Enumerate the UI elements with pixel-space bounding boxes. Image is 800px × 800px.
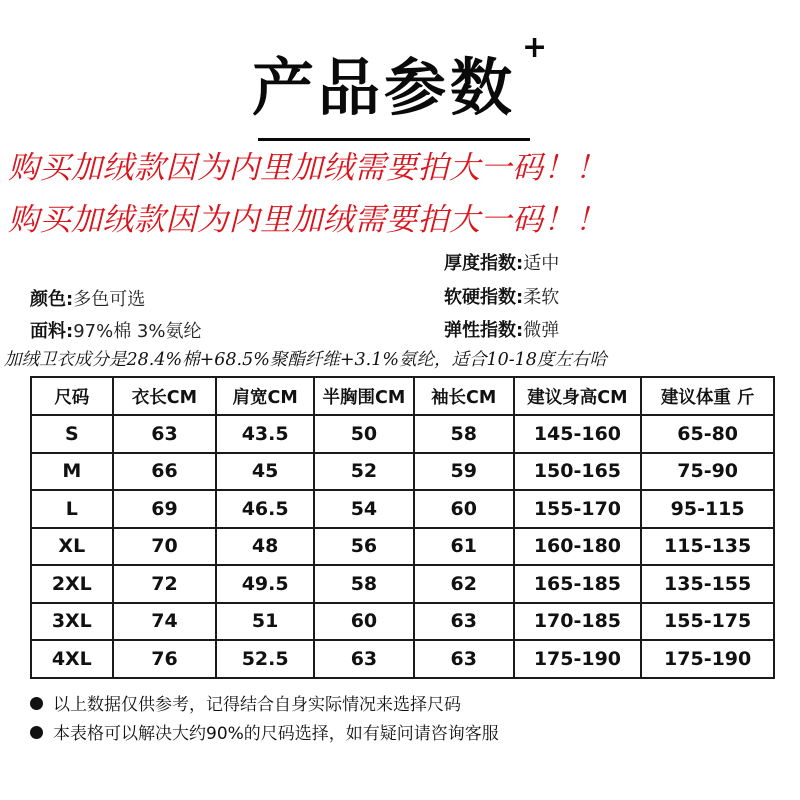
table-cell: 155-170: [514, 490, 642, 528]
table-cell: 54: [314, 490, 414, 528]
table-cell: 66: [113, 453, 217, 491]
title-block: [0, 28, 800, 128]
col-header-sleeve: 袖长CM: [414, 377, 514, 415]
spec-color: [30, 285, 145, 311]
spec-thickness-value: 适中: [523, 253, 560, 274]
table-cell: 63: [414, 603, 514, 641]
table-cell: 175-190: [514, 640, 642, 678]
table-cell: 72: [113, 565, 217, 603]
bullet-icon: [30, 697, 43, 710]
col-header-length: 衣长CM: [113, 377, 217, 415]
size-table: [30, 376, 775, 679]
spec-thickness: [444, 249, 559, 275]
table-cell: 165-185: [514, 565, 642, 603]
table-cell: 52.5: [216, 640, 314, 678]
table-cell: 65-80: [641, 415, 774, 453]
table-cell: 155-175: [641, 603, 774, 641]
col-header-weight: 建议体重 斤: [641, 377, 774, 415]
table-cell: 145-160: [514, 415, 642, 453]
table-row: [31, 565, 774, 603]
table-cell: 4XL: [31, 640, 113, 678]
col-header-half-chest: 半胸围CM: [314, 377, 414, 415]
table-cell: 70: [113, 528, 217, 566]
footnote-2: [30, 719, 499, 744]
table-cell: 52: [314, 453, 414, 491]
table-row: [31, 415, 774, 453]
table-cell: 51: [216, 603, 314, 641]
table-header-row: [31, 377, 774, 415]
spec-thickness-label: 厚度指数:: [444, 253, 524, 274]
table-cell: 63: [414, 640, 514, 678]
title-plus-mark: +: [522, 30, 548, 65]
table-row: [31, 528, 774, 566]
table-cell: M: [31, 453, 113, 491]
spec-fabric: [30, 317, 202, 343]
table-cell: 46.5: [216, 490, 314, 528]
table-row: [31, 453, 774, 491]
table-cell: 76: [113, 640, 217, 678]
table-cell: 63: [314, 640, 414, 678]
spec-fabric-value: 97%棉 3%氨纶: [73, 321, 202, 342]
spec-color-label: 颜色:: [30, 289, 74, 310]
table-cell: 58: [414, 415, 514, 453]
table-cell: 75-90: [641, 453, 774, 491]
footnote-1-text: 以上数据仅供参考，记得结合自身实际情况来选择尺码: [53, 695, 461, 715]
spec-elasticity-value: 微弹: [523, 320, 560, 341]
title-underline: [258, 138, 530, 141]
table-cell: S: [31, 415, 113, 453]
warning-line-2: 购买加绒款因为内里加绒需要拍大一码！！: [8, 202, 607, 238]
table-cell: 3XL: [31, 603, 113, 641]
table-cell: 58: [314, 565, 414, 603]
table-cell: 56: [314, 528, 414, 566]
bullet-icon: [30, 726, 43, 739]
table-row: [31, 640, 774, 678]
table-cell: 63: [113, 415, 217, 453]
page-title: 产品参数: [252, 51, 517, 124]
col-header-shoulder: 肩宽CM: [216, 377, 314, 415]
table-cell: 74: [113, 603, 217, 641]
table-row: [31, 490, 774, 528]
table-cell: 115-135: [641, 528, 774, 566]
table-cell: 60: [414, 490, 514, 528]
table-row: [31, 603, 774, 641]
footnote-1: [30, 690, 461, 715]
table-cell: XL: [31, 528, 113, 566]
table-cell: 50: [314, 415, 414, 453]
table-cell: 69: [113, 490, 217, 528]
table-cell: 95-115: [641, 490, 774, 528]
table-cell: 62: [414, 565, 514, 603]
spec-softness-label: 软硬指数:: [444, 287, 524, 308]
spec-fabric-label: 面料:: [30, 321, 74, 342]
table-cell: 135-155: [641, 565, 774, 603]
table-cell: 48: [216, 528, 314, 566]
table-cell: 60: [314, 603, 414, 641]
table-cell: 160-180: [514, 528, 642, 566]
spec-elasticity-label: 弹性指数:: [444, 320, 524, 341]
table-cell: 170-185: [514, 603, 642, 641]
spec-softness: [444, 283, 559, 309]
table-cell: 2XL: [31, 565, 113, 603]
warning-line-1: 购买加绒款因为内里加绒需要拍大一码！！: [8, 150, 607, 186]
table-cell: 61: [414, 528, 514, 566]
spec-softness-value: 柔软: [523, 287, 560, 308]
spec-color-value: 多色可选: [73, 289, 146, 310]
table-cell: 45: [216, 453, 314, 491]
table-cell: 150-165: [514, 453, 642, 491]
table-cell: L: [31, 490, 113, 528]
table-cell: 59: [414, 453, 514, 491]
fabric-note: 加绒卫衣成分是28.4%棉+68.5%聚酯纤维+3.1%氨纶，适合10-18度左右哈: [4, 350, 607, 370]
spec-elasticity: [444, 316, 559, 342]
col-header-size: 尺码: [31, 377, 113, 415]
col-header-height: 建议身高CM: [514, 377, 642, 415]
footnote-2-text: 本表格可以解决大约90%的尺码选择，如有疑问请咨询客服: [53, 724, 499, 744]
table-cell: 43.5: [216, 415, 314, 453]
table-cell: 175-190: [641, 640, 774, 678]
table-cell: 49.5: [216, 565, 314, 603]
